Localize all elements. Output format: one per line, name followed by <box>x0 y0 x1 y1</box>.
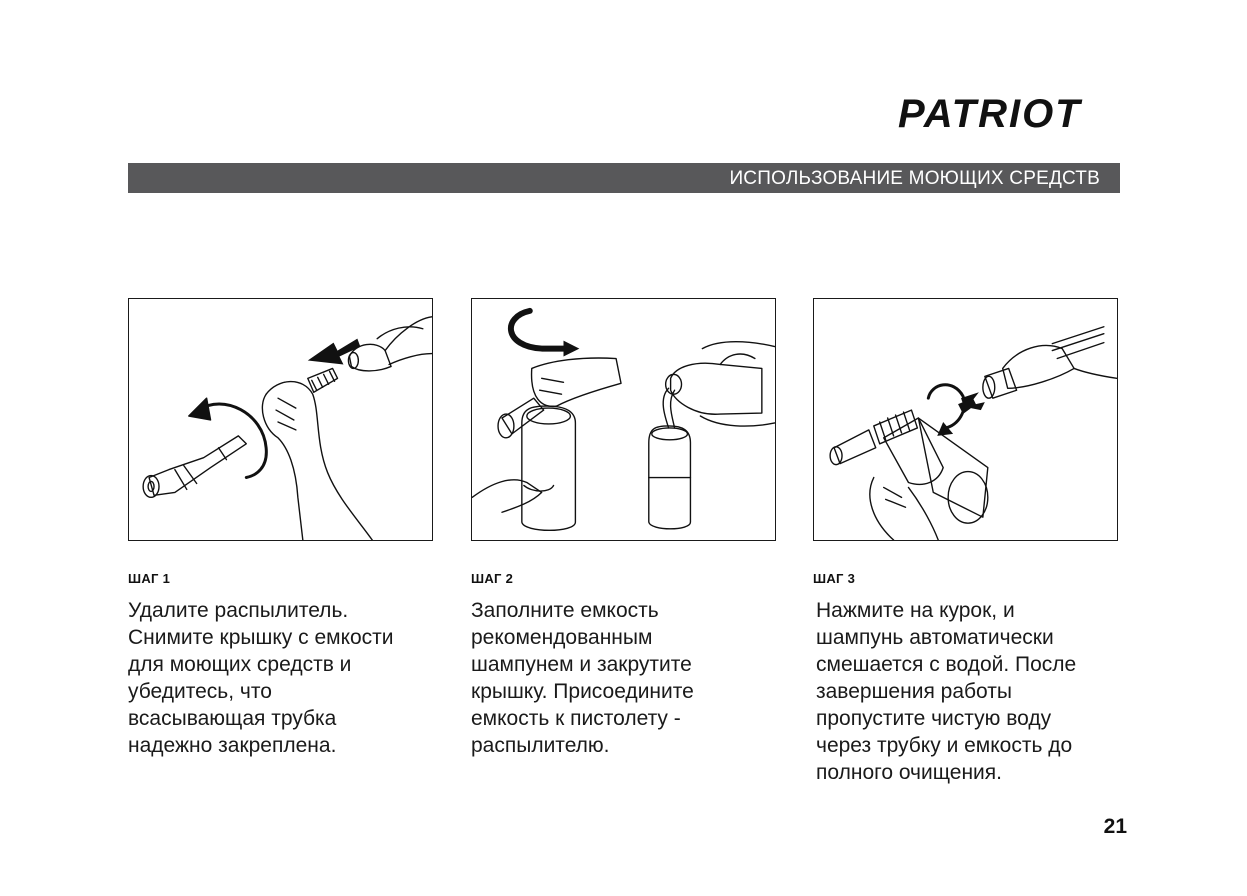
step-1-illustration <box>128 298 433 541</box>
step-2-label: ШАГ 2 <box>471 571 514 586</box>
section-title: ИСПОЛЬЗОВАНИЕ МОЮЩИХ СРЕДСТВ <box>729 168 1100 189</box>
brand-name: PATRIOT <box>898 92 1082 134</box>
step-3-illustration <box>813 298 1118 541</box>
step-2-text: Заполните емкость рекомендованным шампунем и закрутите крышку. Присоедините емкость к пистолету - распылителю. <box>471 599 694 757</box>
step-3-text: Нажмите на курок, и шампунь автоматически смешается с водой. После завершения работы пропустите чистую воду через трубку и емкость до полного очищения. <box>816 599 1077 784</box>
step-2-drawing <box>472 299 775 540</box>
step-1-label: ШАГ 1 <box>128 571 171 586</box>
step-1-drawing <box>129 299 432 540</box>
step-3-drawing <box>814 299 1117 540</box>
page-number: 21 <box>1103 815 1127 838</box>
step-3-label: ШАГ 3 <box>813 571 856 586</box>
patriot-logo <box>898 92 1118 134</box>
section-header-bar <box>128 163 1120 193</box>
step-2-illustration <box>471 298 776 541</box>
step-1-text: Удалите распылитель. Снимите крышку с емкости для моющих средств и убедитесь, что всасывающая трубка надежно закреплена. <box>128 599 394 757</box>
